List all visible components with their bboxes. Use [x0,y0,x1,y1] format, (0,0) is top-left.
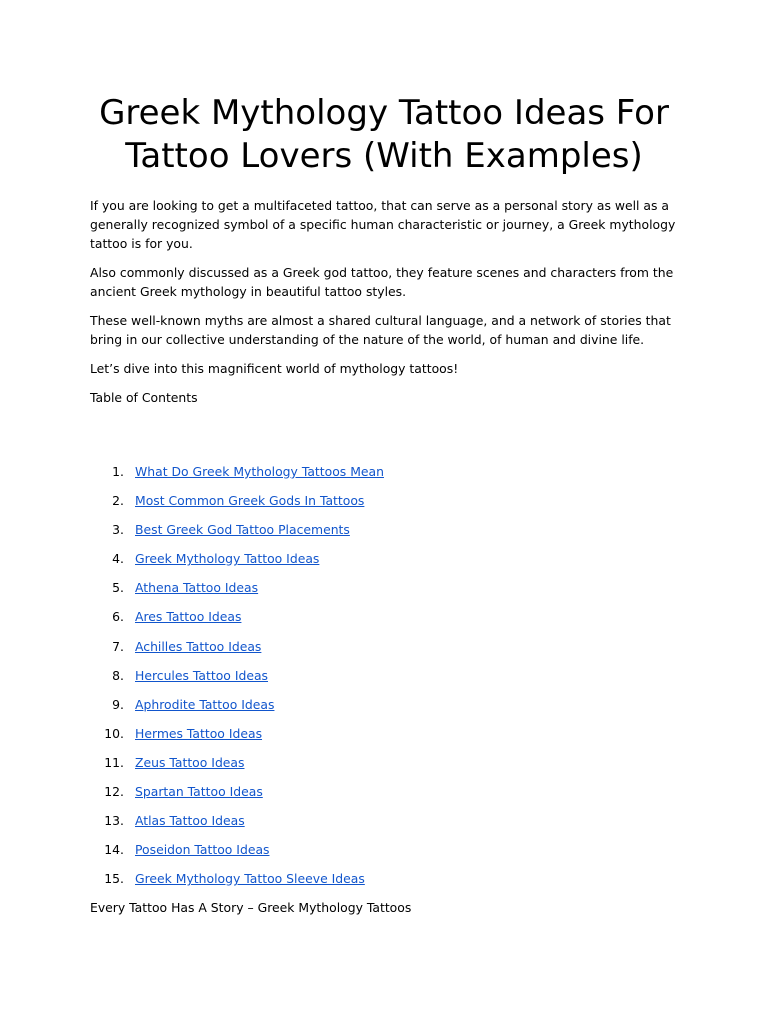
body-paragraph: Also commonly discussed as a Greek god tattoo, they feature scenes and characters from the ancient Greek mythology in beautiful tattoo styles. [90,265,674,299]
toc-item [90,637,678,666]
toc-number: 5. [112,580,124,596]
toc-number: 2. [112,493,124,509]
toc-item [90,840,678,869]
intro-paragraph: If you are looking to get a multifaceted tattoo, that can serve as a personal story as well as a generally recognized symbol of a specific human characteristic or journey, a Greek mythology tattoo is for you. [90,198,676,251]
toc-number: 15. [104,871,124,887]
toc-number: 11. [104,754,124,770]
toc-number: 1. [112,464,124,479]
toc-link[interactable]: Spartan Tattoo Ideas [135,784,263,800]
body-paragraph: These well-known myths are almost a shared cultural language, and a network of stories that bring in our collective understanding of the nature of the world, of human and divine life. [90,313,671,347]
toc-number: 3. [112,522,124,538]
toc-item [90,491,678,520]
toc-item [90,578,678,607]
toc-number: 7. [112,638,124,654]
toc-number: 14. [104,842,124,858]
toc-link[interactable]: Ares Tattoo Ideas [135,609,242,625]
toc-link[interactable]: Best Greek God Tattoo Placements [135,522,350,538]
toc-link[interactable]: Athena Tattoo Ideas [135,580,259,596]
toc-number: 9. [112,696,124,712]
toc-link[interactable]: Atlas Tattoo Ideas [135,813,245,829]
toc-number: 12. [104,784,124,800]
toc-item [90,549,678,578]
toc-number: 8. [112,667,124,683]
toc-link[interactable]: Hercules Tattoo Ideas [135,667,269,683]
page-title: Greek Mythology Tattoo Ideas For Tattoo Lovers (With Examples) [99,93,669,176]
toc-link[interactable]: Zeus Tattoo Ideas [135,754,245,770]
toc-number: 4. [112,551,124,567]
toc-item [90,811,678,840]
toc-item [90,666,678,695]
toc-link[interactable]: Hermes Tattoo Ideas [135,725,263,741]
toc-number: 6. [112,609,124,625]
toc-item [90,607,678,636]
toc-item [90,695,678,724]
toc-link[interactable]: Achilles Tattoo Ideas [135,638,262,654]
toc-number: 10. [104,725,124,741]
toc-link[interactable]: What Do Greek Mythology Tattoos Mean [135,464,384,479]
toc-link[interactable]: Aphrodite Tattoo Ideas [135,696,275,712]
toc-item [90,724,678,753]
toc-link[interactable]: Greek Mythology Tattoo Sleeve Ideas [135,871,365,887]
body-paragraph: Let’s dive into this magnificent world of mythology tattoos! [90,361,459,376]
document-page [90,92,678,917]
toc-link[interactable]: Greek Mythology Tattoo Ideas [135,551,320,567]
table-of-contents [90,462,678,898]
toc-heading: Table of Contents [90,390,198,405]
toc-item [90,782,678,811]
toc-link[interactable]: Poseidon Tattoo Ideas [135,842,270,858]
toc-item [90,869,678,898]
toc-link[interactable]: Most Common Greek Gods In Tattoos [135,493,365,509]
section-heading: Every Tattoo Has A Story – Greek Mythology Tattoos [90,900,412,916]
toc-number: 13. [104,813,124,829]
toc-item [90,462,678,491]
toc-item [90,520,678,549]
toc-item [90,753,678,782]
